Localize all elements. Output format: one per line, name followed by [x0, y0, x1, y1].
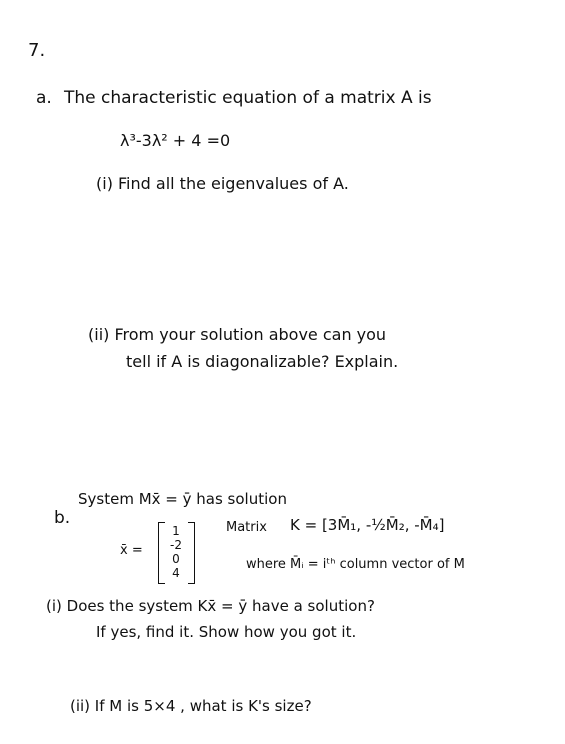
characteristic-equation: λ³-3λ² + 4 =0	[120, 131, 231, 150]
xbar-entry-4: 4	[172, 566, 180, 580]
xbar-entry-3: 0	[172, 552, 180, 566]
part-a-intro: The characteristic equation of a matrix A is	[64, 88, 432, 108]
system-statement: System Mx̄ = ȳ has solution	[78, 490, 287, 508]
part-a-label: a.	[36, 88, 52, 108]
right-bracket	[188, 522, 195, 584]
part-b-question-i-line1: (i) Does the system Kx̄ = ȳ have a solution?	[46, 597, 375, 615]
part-a-question-ii-line2: tell if A is diagonalizable? Explain.	[126, 352, 399, 371]
matrix-k-definition: K = [3M̄₁, -½M̄₂, -M̄₄]	[290, 516, 445, 534]
left-bracket	[158, 522, 165, 584]
part-b-question-i-line2: If yes, find it. Show how you got it.	[96, 623, 357, 641]
matrix-label: Matrix	[226, 520, 267, 535]
xbar-entry-2: -2	[170, 538, 182, 552]
part-b-question-ii: (ii) If M is 5×4 , what is K's size?	[70, 697, 312, 715]
xbar-entry-1: 1	[172, 524, 180, 538]
problem-number: 7.	[28, 40, 46, 61]
part-a-question-i: (i) Find all the eigenvalues of A.	[96, 174, 349, 193]
part-a-question-ii-line1: (ii) From your solution above can you	[88, 325, 387, 344]
column-vector-note: where M̄ᵢ = iᵗʰ column vector of M	[246, 557, 465, 572]
part-b-label: b.	[54, 508, 71, 528]
xbar-label: x̄ =	[120, 543, 143, 558]
xbar-vector	[158, 522, 198, 584]
